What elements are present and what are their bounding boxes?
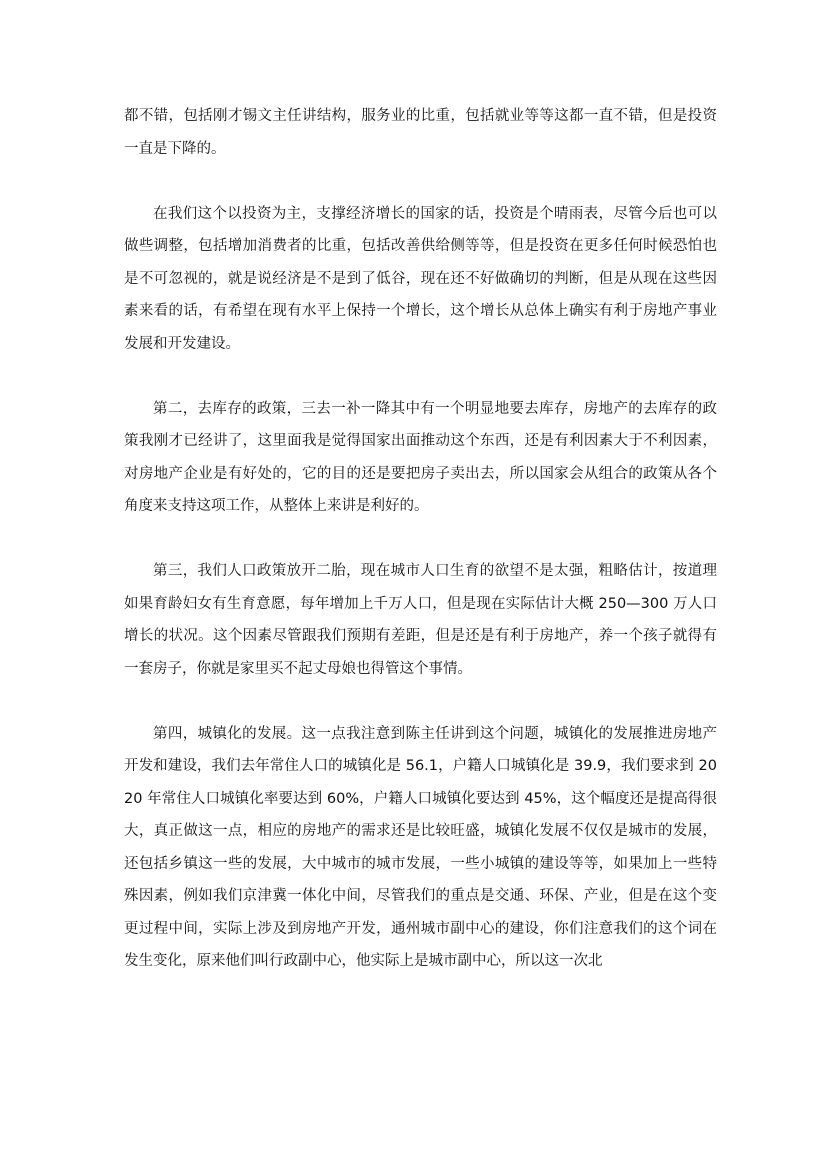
paragraph-5: 第四，城镇化的发展。这一点我注意到陈主任讲到这个问题，城镇化的发展推进房地产开发和建设，我们去年常住人口的城镇化是 56.1，户籍人口城镇化是 39.9，我们要求到 2020 年常住人口城镇化率要达到 60%，户籍人口城镇化要达到 45%，这个幅度还是提高得很大，真正做这一点，相应的房地产的需求还是比较旺盛，城镇化发展不仅仅是城市的发展，还包括乡镇这一些的发展，大中城市的城市发展，一些小城镇的建设等等，如果加上一些特殊因素，例如我们京津冀一体化中间，尽管我们的重点是交通、环保、产业，但是在这个变更过程中间，实际上涉及到房地产开发，通州城市副中心的建设，你们注意我们的这个词在发生变化，原来他们叫行政副中心，他实际上是城市副中心，所以这一次北 <box>124 725 717 969</box>
paragraph-1: 都不错，包括刚才锡文主任讲结构，服务业的比重，包括就业等等这都一直不错，但是投资一直是下降的。 <box>124 108 717 157</box>
document-page <box>124 100 717 1010</box>
paragraph-3: 第二，去库存的政策，三去一补一降其中有一个明显地要去库存，房地产的去库存的政策我刚才已经讲了，这里面我是觉得国家出面推动这个东西，还是有利因素大于不利因素，对房地产企业是有好处的，它的目的还是要把房子卖出去，所以国家会从组合的政策从各个角度来支持这项工作，从整体上来讲是利好的。 <box>124 400 717 514</box>
paragraph-2: 在我们这个以投资为主，支撑经济增长的国家的话，投资是个晴雨表，尽管今后也可以做些调整，包括增加消费者的比重，包括改善供给侧等等，但是投资在更多任何时候恐怕也是不可忽视的，就是说经济是不是到了低谷，现在还不好做确切的判断，但是从现在这些因素来看的话，有希望在现有水平上保持一个增长，这个增长从总体上确实有利于房地产事业发展和开发建设。 <box>124 205 717 352</box>
paragraph-4: 第三，我们人口政策放开二胎，现在城市人口生育的欲望不是太强，粗略估计，按道理如果育龄妇女有生育意愿，每年增加上千万人口，但是现在实际估计大概 250—300 万人口增长的状况。这个因素尽管跟我们预期有差距，但是还是有利于房地产，养一个孩子就得有一套房子，你就是家里买不起丈母娘也得管这个事情。 <box>124 563 717 677</box>
